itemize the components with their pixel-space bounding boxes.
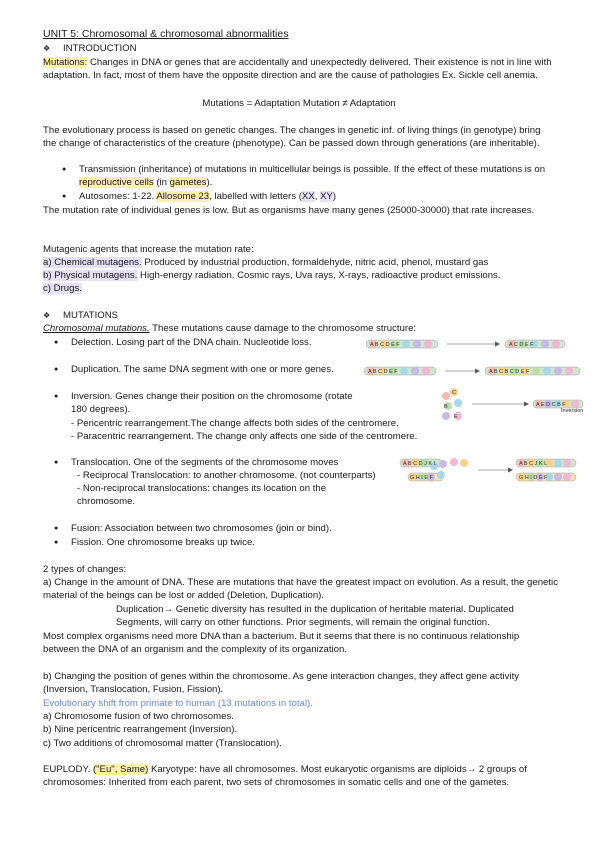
fission-bullet: ● Fission. One chromosome breaks up twice. xyxy=(71,536,471,549)
svg-text:A E D C B F: A E D C B F xyxy=(536,402,566,408)
svg-text:A B C D E F: A B C D E F xyxy=(368,369,398,375)
list-item: b) Nine pericentric rearrangement (Inversion). xyxy=(43,724,238,735)
svg-text:A C D E F: A C D E F xyxy=(509,342,534,348)
equation: Mutations = Adaptation Mutation ≠ Adaptation xyxy=(202,98,396,109)
svg-text:B: B xyxy=(444,404,448,410)
list-item: c) Two additions of chromosomal matter (Translocation). xyxy=(43,738,282,749)
diamond-bullet-icon: ❖ xyxy=(43,44,51,53)
non-reciprocal-translocation: - Non-reciprocal translocations: changes its location on the chromosome. xyxy=(77,483,327,507)
mutations-paragraph: Mutations: Changes in DNA or genes that are accidentally and unexpectedly delivered. Their existence is not in line with adaptation. In fact, most of them have the opposite direction and are the cause of pathologies Ex. Sickle cell anemia. xyxy=(43,57,552,81)
list-item: a) Chromosome fusion of two chromosomes. xyxy=(43,711,234,722)
evolutionary-shift: Evolutionary shift from primate to human (13 mutations in total). xyxy=(43,698,313,709)
drugs-mutagen: c) Drugs. xyxy=(43,283,82,294)
svg-text:G H I D E F: G H I D E F xyxy=(519,475,548,481)
mutations-term: Mutations: xyxy=(43,57,88,68)
autosomes-bullet: ● Autosomes: 1-22. Allosome 23, labelled with letters (XX, XY) xyxy=(79,190,555,203)
changes-heading: 2 types of changes: xyxy=(43,564,127,575)
svg-text:E: E xyxy=(454,414,458,420)
svg-text:A B C D E F: A B C D E F xyxy=(370,342,400,348)
page-title: UNIT 5: Chromosomal & chromosomal abnormalities xyxy=(43,28,289,40)
mutations-heading: ❖ MUTATIONS xyxy=(43,310,119,321)
rate-paragraph: The mutation rate of individual genes is low. But as organisms have many genes (25000-30000) that rate increases. xyxy=(43,205,535,216)
evolution-paragraph: The evolutionary process is based on genetic changes. The changes in genetic inf. of living things (in genotype) bring the change of characteristics of the creature (phenotype). Can be passed down through generations (are inheritable). xyxy=(43,125,541,149)
svg-text:A B C D J K L: A B C D J K L xyxy=(403,461,437,467)
inversion-caption: Inversion xyxy=(561,408,584,414)
deletion-diagram xyxy=(365,336,580,352)
complex-organisms-paragraph: Most complex organisms need more DNA than a bacterium. But it seems that there is no continuous relationship between the DNA of an organism and the complexity of its organization. xyxy=(43,631,520,655)
duplication-diagram xyxy=(363,363,583,379)
svg-text:C: C xyxy=(452,390,456,396)
euploidy-paragraph: EUPLODY. ("Eu", Same) Karyotype: have all chromosomes. Most eukaryotic organisms are diploids→ 2 groups of chromosomes: Inherited from each parent, two sets of chromosomes in somatic cells and one of the gametes. xyxy=(43,764,527,788)
chromosomal-mutations-intro: Chromosomal mutations. These mutations cause damage to the chromosome structure: xyxy=(43,323,417,334)
pericentric-item: - Pericentric rearrangement.The change affects both sides of the centromere. xyxy=(71,418,399,429)
intro-heading: ❖ INTRODUCTION xyxy=(43,43,137,54)
svg-text:A B C B C D E F: A B C B C D E F xyxy=(489,369,530,375)
duplication-bullet: ● Duplication. The same DNA segment with one or more genes. xyxy=(71,363,371,376)
change-position-genes: b) Changing the position of genes within the chromosome. As gene interaction changes, they affect gene activity (Inversion, Translocation, Fusion, Fission). xyxy=(43,671,520,695)
translocation-bullet: ● Translocation. One of the segments of the chromosome moves xyxy=(71,456,401,469)
transmission-bullet: ● Transmission (inheritance) of mutations in multicellular beings is possible. If the effect of these mutations is on reproductive cells (in gametes). xyxy=(79,163,555,189)
translocation-diagram xyxy=(398,456,583,486)
svg-text:A B C J K L: A B C J K L xyxy=(519,461,548,467)
inversion-bullet: ● Inversion. Genes change their position on the chromosome (rotate 180 degrees). xyxy=(71,390,371,416)
deletion-bullet: ● Delection. Losing part of the DNA chain. Nucleotide loss. xyxy=(71,336,371,349)
duplication-note: Duplication→ Genetic diversity has resulted in the duplication of heritable material. Duplicated Segments, will carry on other functions. Prior segments, will remain the original function. xyxy=(116,604,514,628)
mutagens-heading: Mutagenic agents that increase the mutation rate: xyxy=(43,244,254,255)
reciprocal-translocation: - Reciprocal Translocation: to another chromosome. (not counterparts) xyxy=(77,470,376,481)
inversion-diagram xyxy=(436,388,586,424)
change-amount-dna: a) Change in the amount of DNA. These are mutations that have the greatest impact on evolution. As a result, the genetic material of the beings can be lost or added (Deletion, Duplication). xyxy=(43,577,558,601)
diamond-bullet-icon: ❖ xyxy=(43,311,51,320)
fusion-bullet: ● Fusion: Association between two chromosomes (join or bind). xyxy=(71,522,471,535)
paracentric-item: - Paracentric rearrangement. The change only affects one side of the centromere. xyxy=(71,431,418,442)
chemical-mutagens: a) Chemical mutagens. Produced by industrial production, formaldehyde, nitric acid, phenol, mustard gas xyxy=(43,257,489,268)
physical-mutagens: b) Physical mutagens. High-energy radiation. Cosmic rays, Uva rays, X-rays, radioactive product emissions. xyxy=(43,270,501,281)
svg-text:G H I E F: G H I E F xyxy=(410,475,433,481)
